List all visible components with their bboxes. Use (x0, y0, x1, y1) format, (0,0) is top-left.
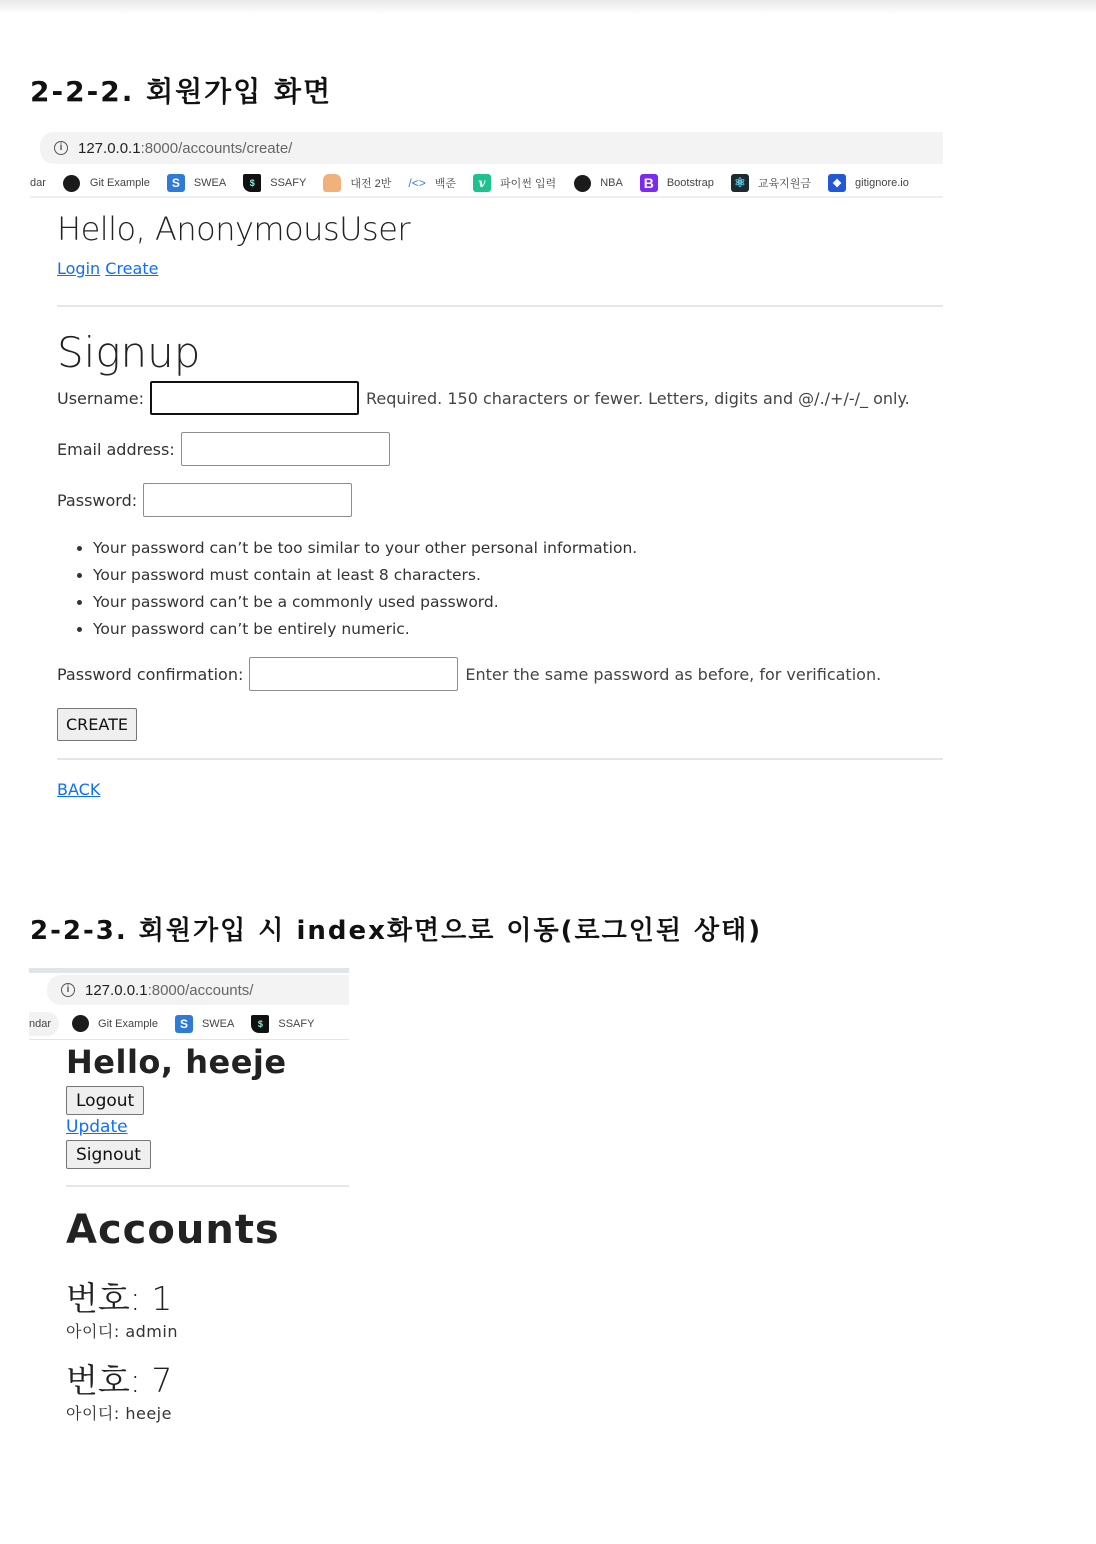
address-bar[interactable] (40, 132, 943, 164)
page-title: Signup (57, 328, 201, 377)
bread-icon (323, 174, 341, 192)
ssafy-icon: $ (251, 1015, 269, 1033)
bookmarks-bar (29, 1008, 349, 1040)
ssafy-icon: $ (243, 174, 261, 192)
password-input[interactable] (143, 483, 352, 517)
signup-page (57, 205, 943, 799)
password-confirmation-help: Enter the same password as before, for verification. (465, 664, 882, 684)
bookmark-education-fund[interactable]: ⚛ 교육지원금 (731, 174, 811, 192)
top-shadow (0, 0, 1096, 14)
info-icon[interactable]: i (61, 983, 75, 997)
username-input[interactable] (150, 381, 359, 415)
account-id: 아이디: admin (66, 1322, 178, 1341)
bookmark-daejeon[interactable]: 대전 2반 (323, 174, 391, 192)
bookmark-git-example[interactable]: Git Example (71, 1015, 158, 1033)
address-bar[interactable] (47, 975, 349, 1005)
swea-icon: S (175, 1015, 193, 1033)
create-link[interactable]: Create (105, 259, 159, 278)
bookmark-ssafy[interactable]: $ SSAFY (243, 174, 306, 192)
url-host: 127.0.0.1 (85, 981, 148, 999)
password-rule: • Your password can’t be too similar to your other personal information. (93, 535, 943, 562)
bookmark-swea[interactable]: S SWEA (175, 1015, 234, 1033)
url-host: 127.0.0.1 (78, 139, 141, 157)
info-icon[interactable]: i (54, 141, 68, 155)
divider (57, 758, 943, 760)
section-title-index: 2-2-3. 회원가입 시 index화면으로 이동(로그인된 상태) (30, 916, 763, 946)
react-icon: ⚛ (731, 174, 749, 192)
v-icon: v (473, 174, 491, 192)
password-row (57, 483, 943, 517)
bookmark-git-example[interactable]: Git Example (63, 174, 150, 192)
bookmark-ssafy[interactable]: $ SSAFY (251, 1015, 314, 1033)
greeting: Hello, heeje (66, 1043, 287, 1081)
password-rules (93, 535, 943, 643)
bookmark-calendar[interactable]: ndar (29, 1012, 59, 1036)
bookmark-baekjoon[interactable]: /<> 백준 (408, 176, 456, 190)
password-confirmation-label: Password confirmation: (57, 664, 244, 684)
logout-button[interactable]: Logout (66, 1086, 144, 1115)
bookmark-gitignore[interactable]: ❖ gitignore.io (828, 174, 909, 192)
github-icon (71, 1015, 89, 1033)
divider (66, 1185, 349, 1187)
swea-icon: S (167, 174, 185, 192)
back-link[interactable]: BACK (57, 780, 101, 799)
password-label: Password: (57, 490, 138, 510)
username-row (57, 381, 943, 415)
login-link[interactable]: Login (57, 259, 101, 278)
bootstrap-icon: B (640, 174, 658, 192)
github-icon (573, 174, 591, 192)
bookmark-swea[interactable]: S SWEA (167, 174, 226, 192)
url-path: :8000/accounts/create/ (140, 139, 293, 157)
account-item (66, 1277, 349, 1343)
password-rule: • Your password can’t be a commonly used password. (93, 589, 943, 616)
create-button[interactable]: CREATE (57, 708, 137, 741)
account-list (66, 1277, 349, 1425)
email-input[interactable] (181, 432, 390, 466)
page-title: Accounts (66, 1207, 280, 1253)
bookmark-bootstrap[interactable]: B Bootstrap (640, 174, 714, 192)
username-help: Required. 150 characters or fewer. Letters, digits and @/./+/-/_ only. (365, 388, 910, 408)
email-row (57, 432, 943, 466)
bookmark-nba[interactable]: NBA (573, 174, 623, 192)
password-rule: • Your password can’t be entirely numeric. (93, 616, 943, 643)
index-page (66, 1040, 349, 1425)
account-number: 번호: 7 (66, 1361, 173, 1400)
window-frame (29, 968, 349, 973)
signup-form (57, 381, 943, 741)
account-id: 아이디: heeje (66, 1404, 172, 1423)
password-rule: • Your password must contain at least 8 characters. (93, 562, 943, 589)
account-item (66, 1359, 349, 1425)
bookmark-python-input[interactable]: v 파이썬 입력 (473, 174, 556, 192)
code-icon: /<> (408, 176, 426, 190)
update-link[interactable]: Update (66, 1117, 128, 1137)
gitignore-icon: ❖ (828, 174, 846, 192)
account-number: 번호: 1 (66, 1279, 173, 1318)
nav-links (57, 259, 943, 285)
section-title-signup: 2-2-2. 회원가입 화면 (30, 75, 333, 108)
username-label: Username: (57, 388, 144, 408)
password-confirmation-input[interactable] (249, 657, 458, 691)
greeting: Hello, AnonymousUser (57, 210, 411, 248)
github-icon (63, 174, 81, 192)
password-confirmation-row (57, 657, 943, 691)
email-label: Email address: (57, 439, 175, 459)
signout-button[interactable]: Signout (66, 1140, 151, 1169)
bookmark-calendar[interactable]: dar (30, 177, 46, 189)
divider (57, 305, 943, 307)
bookmarks-bar (30, 170, 943, 198)
url-path: :8000/accounts/ (147, 981, 254, 999)
